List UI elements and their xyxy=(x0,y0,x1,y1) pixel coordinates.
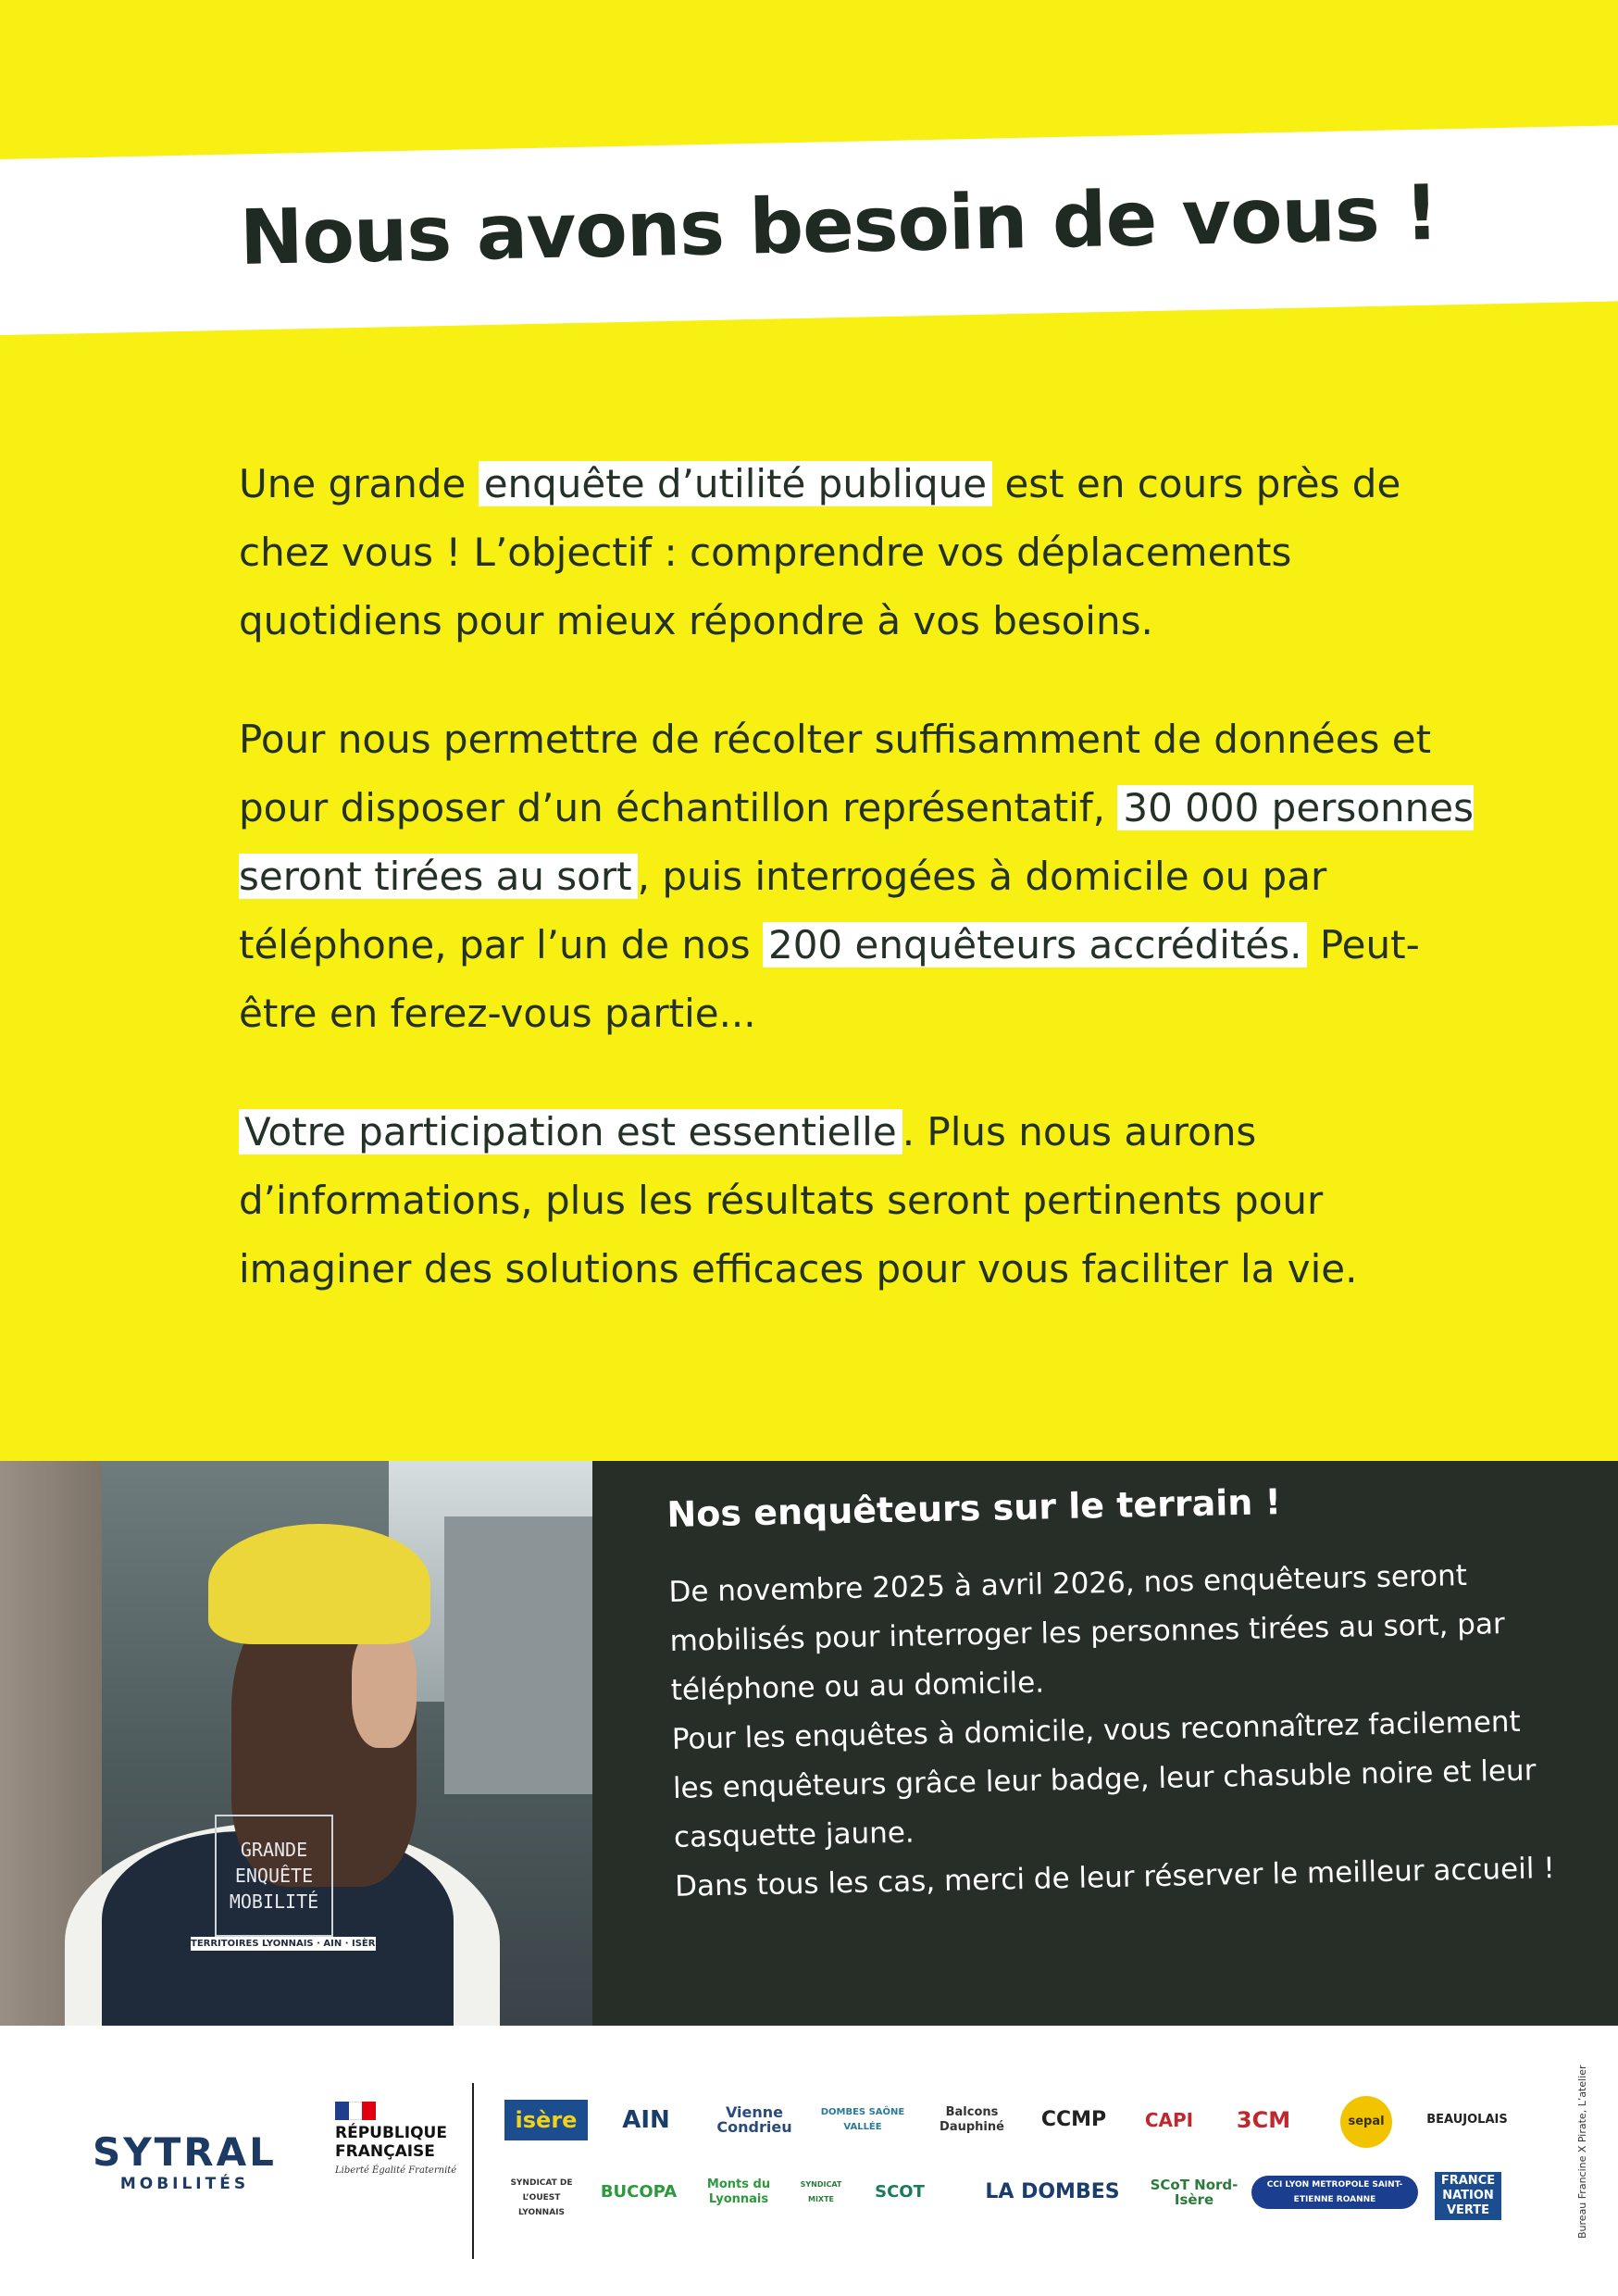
partner-logo-beaujolais: BEAUJOLAIS xyxy=(1426,2113,1508,2127)
field-paragraph-3: Dans tous les cas, merci de leur réserver le meilleur accueil ! xyxy=(674,1852,1556,1903)
intro-p1-before: Une grande xyxy=(239,461,479,506)
partner-logo-france-nation-verte: FRANCE NATION VERTE xyxy=(1435,2172,1501,2220)
photo-building xyxy=(444,1516,592,1794)
intro-p1-after: est en cours près de chez vous ! L’objectif : comprendre vos déplacements quotidiens pour mieux répondre à vos besoins. xyxy=(239,461,1401,643)
partner-logo-sepal: sepal xyxy=(1340,2096,1392,2148)
partner-logo-dombes-saone: DOMBES SAÔNE VALLÉE xyxy=(820,2107,905,2132)
sytral-name: SYTRAL xyxy=(93,2129,277,2175)
partner-logo-syndicat-ouest-lyonnais: SYNDICAT DE L’OUEST LYONNAIS xyxy=(510,2178,573,2217)
field-paragraph-2: Pour les enquêtes à domicile, vous reconnaîtrez facilement les enquêteurs grâce leur badge, leur chasuble noire et leur casquette jaune. xyxy=(671,1704,1537,1854)
vest-strip: TERRITOIRES LYONNAIS · AIN · ISÈRE xyxy=(191,1939,382,1949)
sytral-logo xyxy=(93,2129,277,2193)
highlight-200-enqueteurs: 200 enquêteurs accrédités. xyxy=(763,922,1308,967)
republique-name: RÉPUBLIQUE FRANÇAISE xyxy=(335,2124,447,2161)
intro-paragraph-2 xyxy=(239,705,1479,1048)
republique-francaise-logo xyxy=(335,2102,465,2177)
partner-logo-vienne-condrieu: Vienne Condrieu xyxy=(716,2103,792,2136)
partner-logo-cci-lyon: CCI LYON METROPOLE SAINT-ETIENNE ROANNE xyxy=(1251,2176,1418,2209)
vest-badge-line: ENQUÊTE xyxy=(234,1865,314,1887)
partner-logo-ain: AIN xyxy=(622,2106,670,2134)
photo-yellow-cap xyxy=(208,1524,430,1644)
vest-badge-line: GRANDE xyxy=(240,1839,308,1861)
highlight-enquete: enquête d’utilité publique xyxy=(479,461,992,506)
sytral-sub: MOBILITÉS xyxy=(119,2175,250,2193)
intro-p2-middle: , puis interrogées à domicile ou par téléphone, par l’un de nos xyxy=(239,854,1327,967)
partner-logo-monts-du-lyonnais: Monts du Lyonnais xyxy=(706,2177,771,2206)
field-text xyxy=(668,1550,1564,1912)
partner-logo-bucopa: BUCOPA xyxy=(600,2182,678,2202)
partner-logo-ccmp: CCMP xyxy=(1040,2108,1107,2131)
partner-logo-scot: SCOT xyxy=(875,2182,925,2202)
intro-paragraph-3 xyxy=(239,1098,1479,1304)
partner-logo-balcons-dauphine: Balcons Dauphiné xyxy=(940,2105,1004,2134)
highlight-30000: 30 000 personnes seront tirées au sort xyxy=(239,785,1474,899)
partner-logo-scot-nord-isere: SCoT Nord-Isère xyxy=(1150,2177,1238,2208)
field-title: Nos enquêteurs sur le terrain ! xyxy=(666,1481,1282,1535)
partner-logo-capi: CAPI xyxy=(1144,2109,1194,2131)
highlight-participation: Votre participation est essentielle xyxy=(239,1109,902,1154)
partner-logo-3cm: 3CM xyxy=(1236,2107,1291,2133)
design-credit: Bureau Francine X Pirate, L’atelier xyxy=(1576,2065,1588,2239)
intro-p2-after: Peut-être en ferez-vous partie... xyxy=(239,922,1420,1036)
intro-p2-before: Pour nous permettre de récolter suffisamment de données et pour disposer d’un échantillon représentatif, xyxy=(239,717,1432,830)
vest-badge xyxy=(215,1815,333,1937)
partner-logo-la-dombes: LA DOMBES xyxy=(985,2180,1120,2203)
vest-badge-line: MOBILITÉ xyxy=(229,1890,319,1913)
page-title: Nous avons besoin de vous ! xyxy=(239,168,1439,282)
flag-icon xyxy=(335,2102,376,2120)
partner-logo-isere: isère xyxy=(504,2100,588,2140)
photo-face xyxy=(352,1628,417,1748)
intro-paragraph-1 xyxy=(239,450,1479,655)
logo-divider xyxy=(472,2083,474,2259)
field-paragraph-1: De novembre 2025 à avril 2026, nos enquêteurs seront mobilisés pour interroger les personnes tirées au sort, par téléphone ou au domicile. xyxy=(668,1558,1506,1707)
partner-logo-syndicat-mixte: SYNDICAT MIXTE xyxy=(800,2180,842,2203)
intro-p3-after: . Plus nous aurons d’informations, plus les résultats seront pertinents pour imaginer des solutions efficaces pour vous faciliter la vie. xyxy=(239,1109,1358,1292)
republique-motto: Liberté Égalité Fraternité xyxy=(335,2165,457,2176)
